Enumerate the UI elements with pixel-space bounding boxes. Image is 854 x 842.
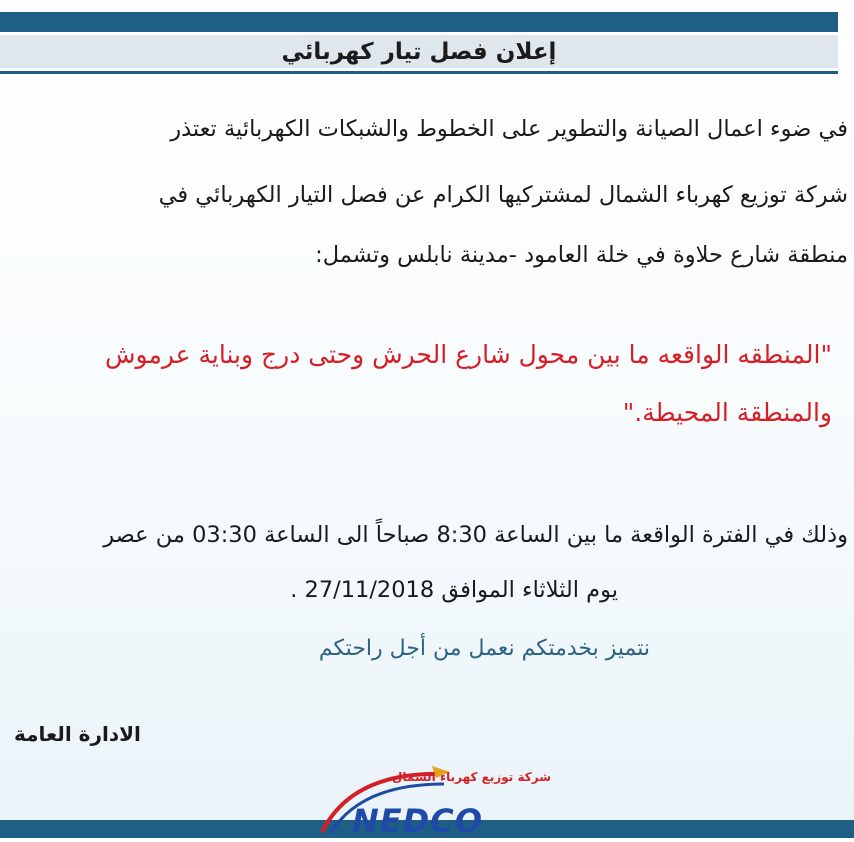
body-line-2: شركة توزيع كهرباء الشمال لمشتركيها الكرام عن فصل التيار الكهربائي في (158, 182, 848, 208)
company-logo (312, 762, 551, 840)
time-line-2: يوم الثلاثاء الموافق 27/11/2018 . (290, 577, 618, 603)
title-banner (0, 12, 838, 74)
title-strip (0, 32, 838, 71)
affected-area-line-2: والمنطقة المحيطة." (622, 398, 832, 427)
body-line-3: منطقة شارع حلاوة في خلة العامود -مدينة نابلس وتشمل: (315, 242, 848, 268)
time-line-1: وذلك في الفترة الواقعة ما بين الساعة 8:30 صباحاً الى الساعة 03:30 من عصر (103, 522, 848, 548)
affected-area-line-1: "المنطقه الواقعه ما بين محول شارع الحرش وحتى درج وبناية عرموش (105, 340, 832, 369)
page-title: إعلان فصل تيار كهربائي (281, 38, 557, 65)
signature: الادارة العامة (14, 722, 141, 746)
logo-caption: شركة توزيع كهرباء الشمال (392, 770, 551, 784)
logo-name: NEDCO (352, 802, 483, 840)
slogan: نتميز بخدمتكم نعمل من أجل راحتكم (318, 636, 650, 661)
body-line-1: في ضوء اعمال الصيانة والتطوير على الخطوط والشبكات الكهربائية تعتذر (170, 116, 848, 142)
